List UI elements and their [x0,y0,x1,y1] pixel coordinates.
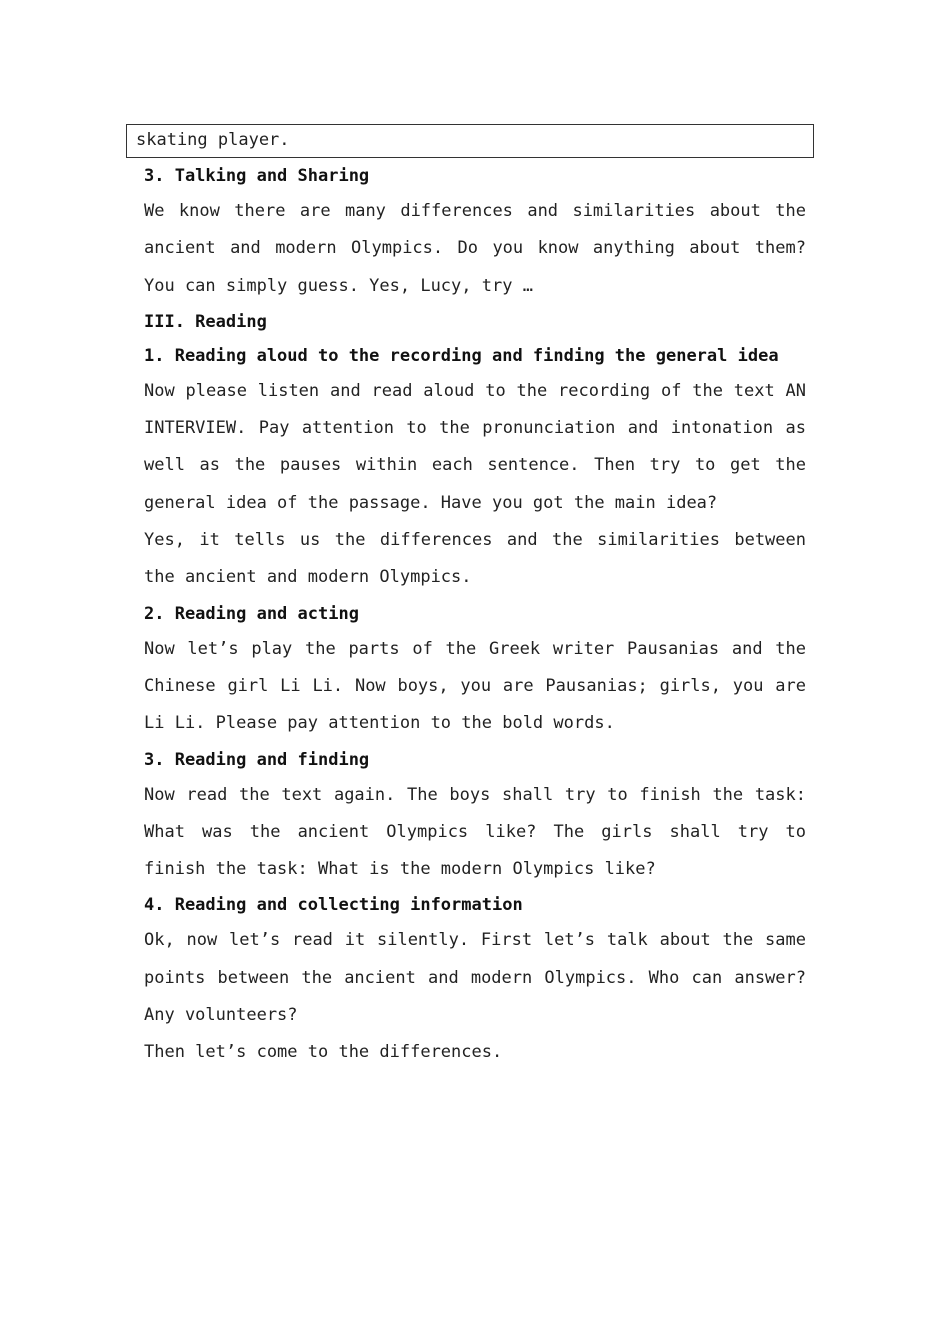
paragraph-reading-acting: Now let’s play the parts of the Greek writer Pausanias and the Chinese girl Li Li. Now boys, you are Pausanias; girls, you are Li Li. Please pay attention to the bold words. [144,638,806,734]
paragraph-main-idea-answer: Yes, it tells us the differences and the similarities between the ancient and modern Olympics. [144,530,806,588]
section-heading-talking-sharing: 3. Talking and Sharing [144,166,370,186]
section-heading-collecting-info: 4. Reading and collecting information [144,895,523,916]
paragraph-reading-aloud: Now please listen and read aloud to the recording of the text AN INTERVIEW. Pay attention to the pronunciation and intonation as well as the pauses within each sentence. Then try to get the general idea of the passage. Have you got the main idea? [144,380,806,513]
paragraph-talking-sharing: We know there are many differences and similarities about the ancient and modern Olympics. Do you know anything about them? You can simply guess. Yes, Lucy, try … [144,201,806,296]
paragraph-collecting-info: Ok, now let’s read it silently. First let’s talk about the same points between the ancient and modern Olympics. Who can answer? Any volunteers? [144,930,806,1026]
paragraph-reading-finding: Now read the text again. The boys shall try to finish the task: What was the ancient Olympics like? The girls shall try to finish the task: What is the modern Olympics like? [144,784,806,880]
table-cell-text: skating player. [136,130,290,150]
section-heading-reading-finding: 3. Reading and finding [144,749,370,770]
section-heading-reading: III. Reading [144,311,267,332]
table-cell-fragment [126,124,814,158]
paragraph-differences: Then let’s come to the differences. [144,1042,503,1063]
section-heading-reading-acting: 2. Reading and acting [144,603,359,624]
document-body [144,159,806,1072]
section-heading-reading-aloud: 1. Reading aloud to the recording and finding the general idea [144,345,779,366]
